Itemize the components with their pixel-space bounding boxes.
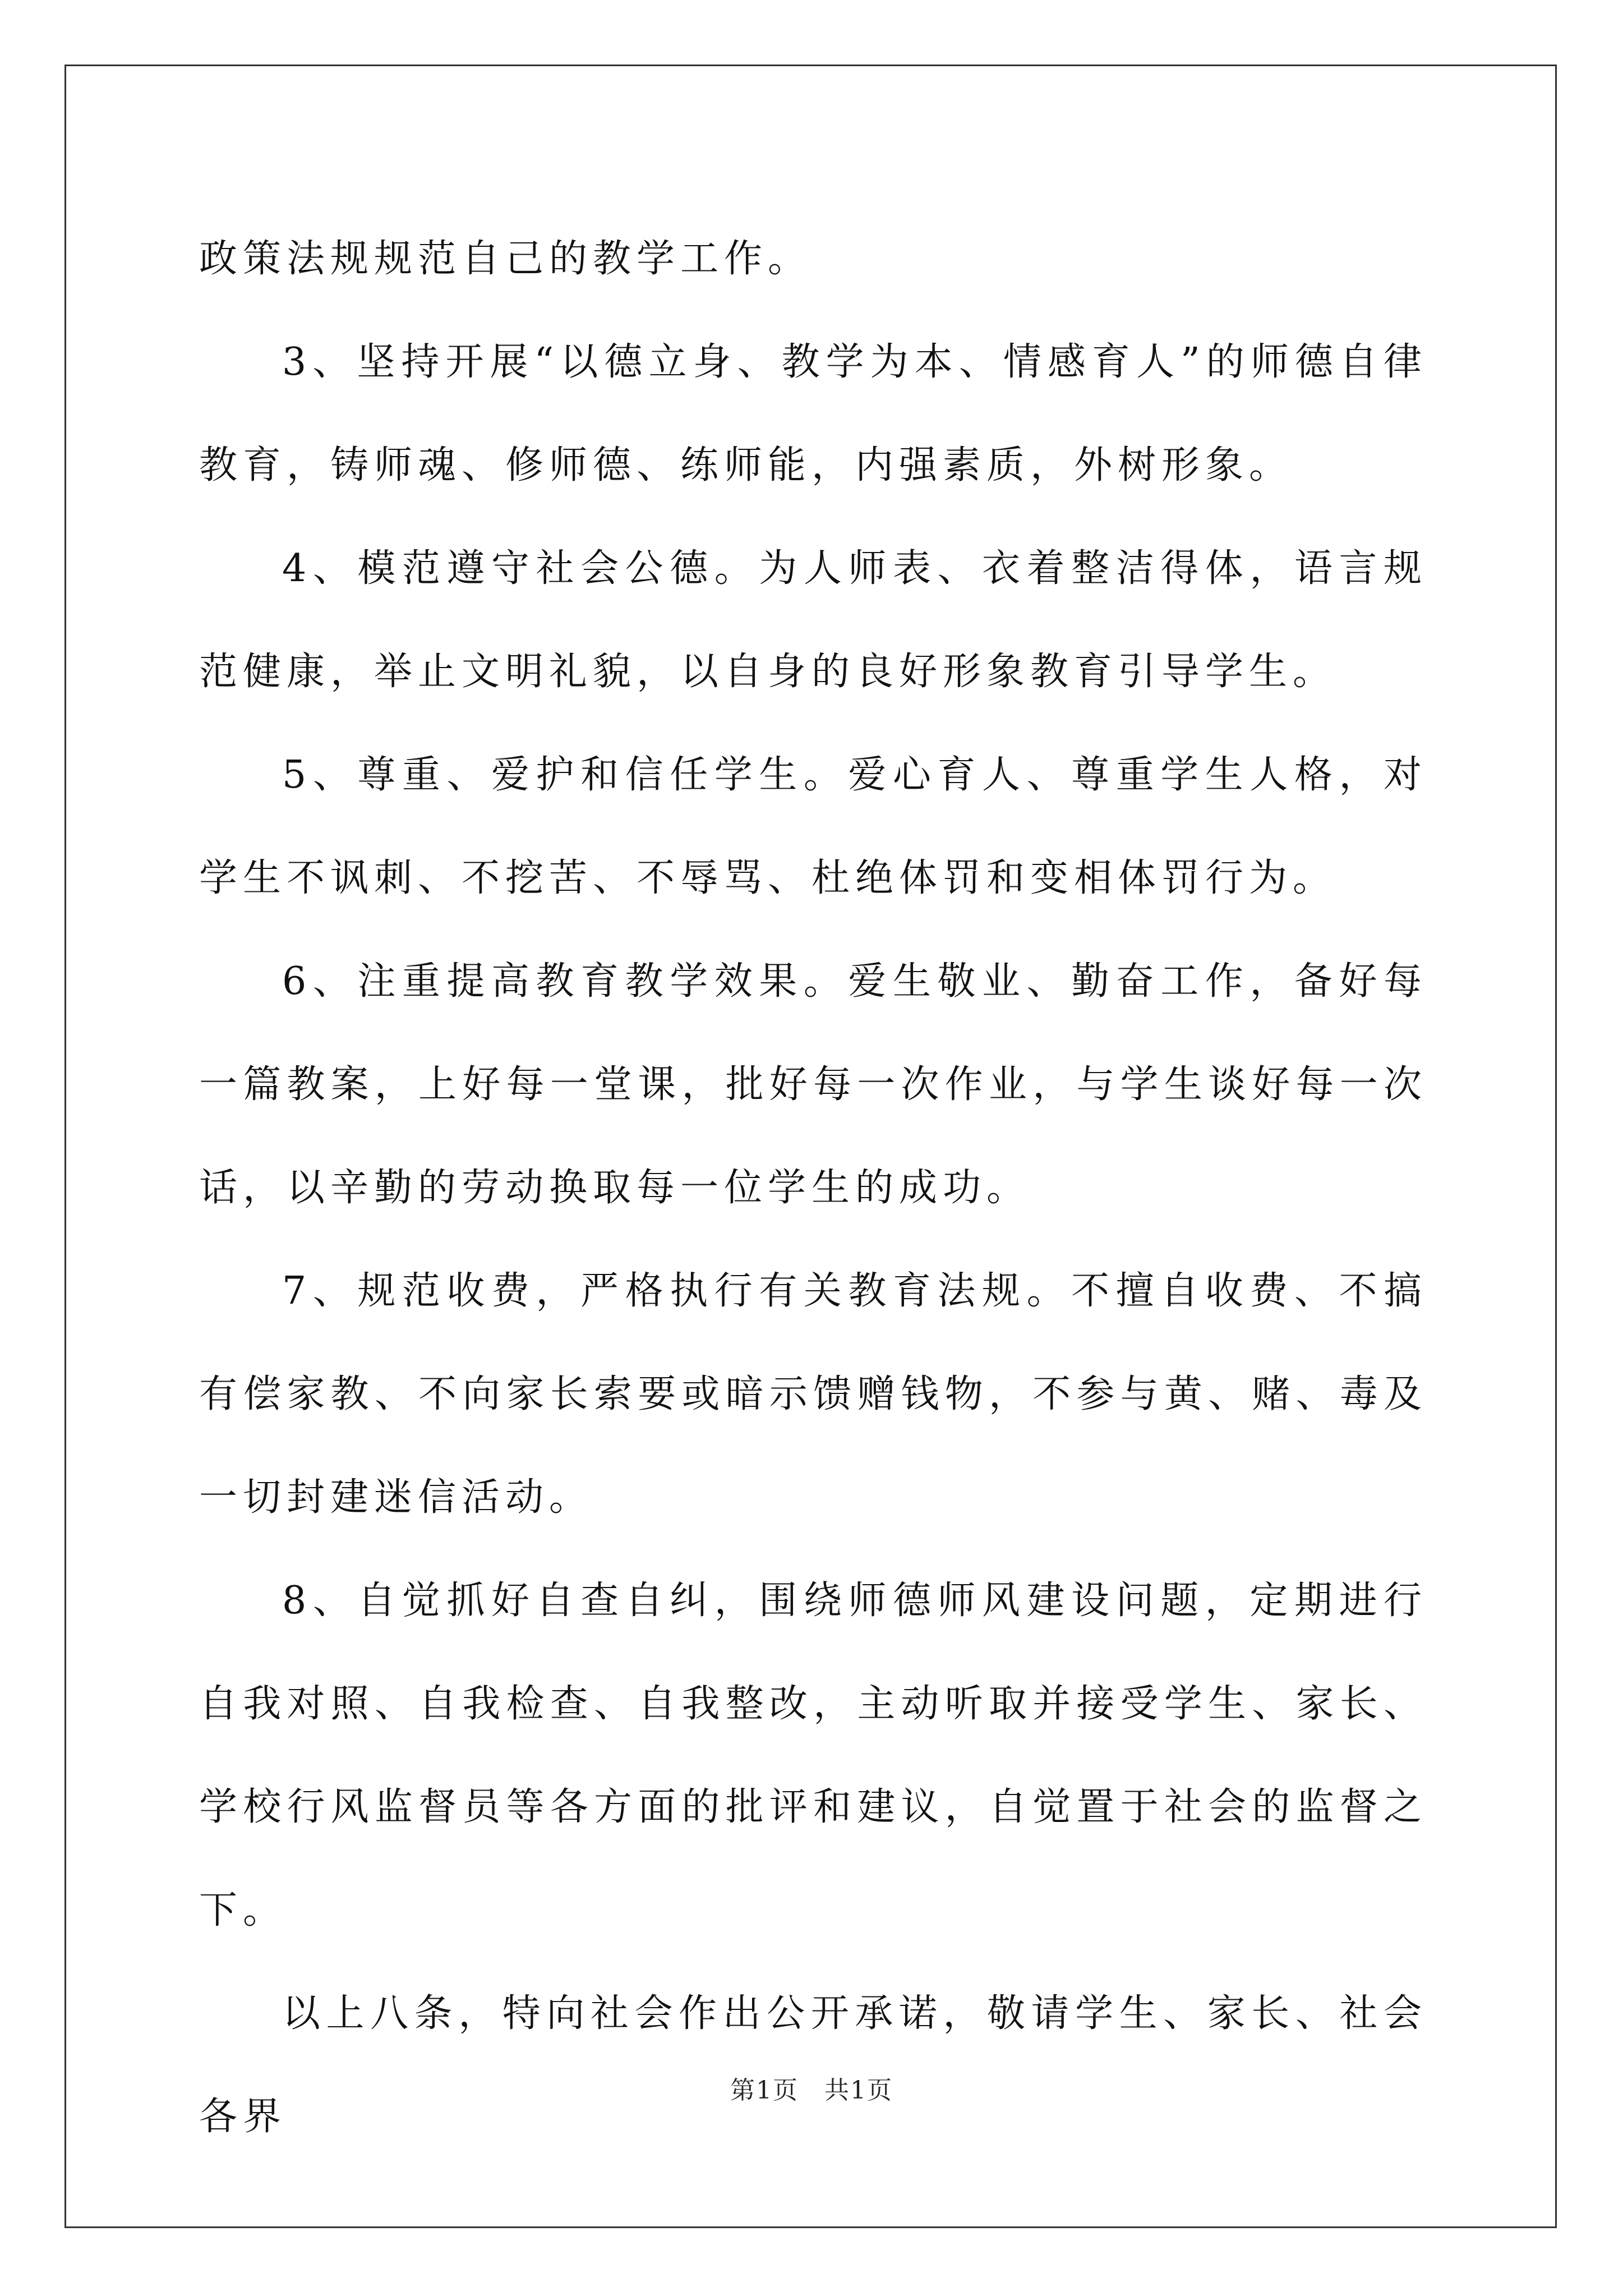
paragraph-item-5: 5、尊重、爱护和信任学生。爱心育人、尊重学生人格，对学生不讽刺、不挖苦、不辱骂、杜绝体罚和变相体罚行为。: [199, 753, 1427, 900]
paragraph-item-6: 6、注重提高教育教学效果。爱生敬业、勤奋工作，备好每一篇教案，上好每一堂课，批好每一次作业，与学生谈好每一次话，以辛勤的劳动换取每一位学生的成功。: [199, 959, 1427, 1210]
paragraph-item-7: 7、规范收费，严格执行有关教育法规。不擅自收费、不搞有偿家教、不向家长索要或暗示馈赠钱物，不参与黄、赌、毒及一切封建迷信活动。: [199, 1269, 1427, 1520]
page-footer: 第1页 共1页: [730, 2076, 893, 2105]
document-body: [199, 208, 1427, 2169]
paragraph-item-4: 4、模范遵守社会公德。为人师表、衣着整洁得体，语言规范健康，举止文明礼貌，以自身的良好形象教育引导学生。: [199, 546, 1427, 694]
paragraph-item-8: 8、自觉抓好自查自纠，围绕师德师风建设问题，定期进行自我对照、自我检查、自我整改，主动听取并接受学生、家长、学校行风监督员等各方面的批评和建议，自觉置于社会的监督之下。: [199, 1579, 1427, 1932]
paragraph-continuation: 政策法规规范自己的教学工作。: [199, 237, 812, 281]
paragraph-closing: 以上八条，特向社会作出公开承诺，敬请学生、家长、社会各界: [199, 1991, 1427, 2139]
paragraph-item-3: 3、坚持开展“以德立身、教学为本、情感育人”的师德自律教育，铸师魂、修师德、练师能，内强素质，外树形象。: [199, 340, 1427, 487]
